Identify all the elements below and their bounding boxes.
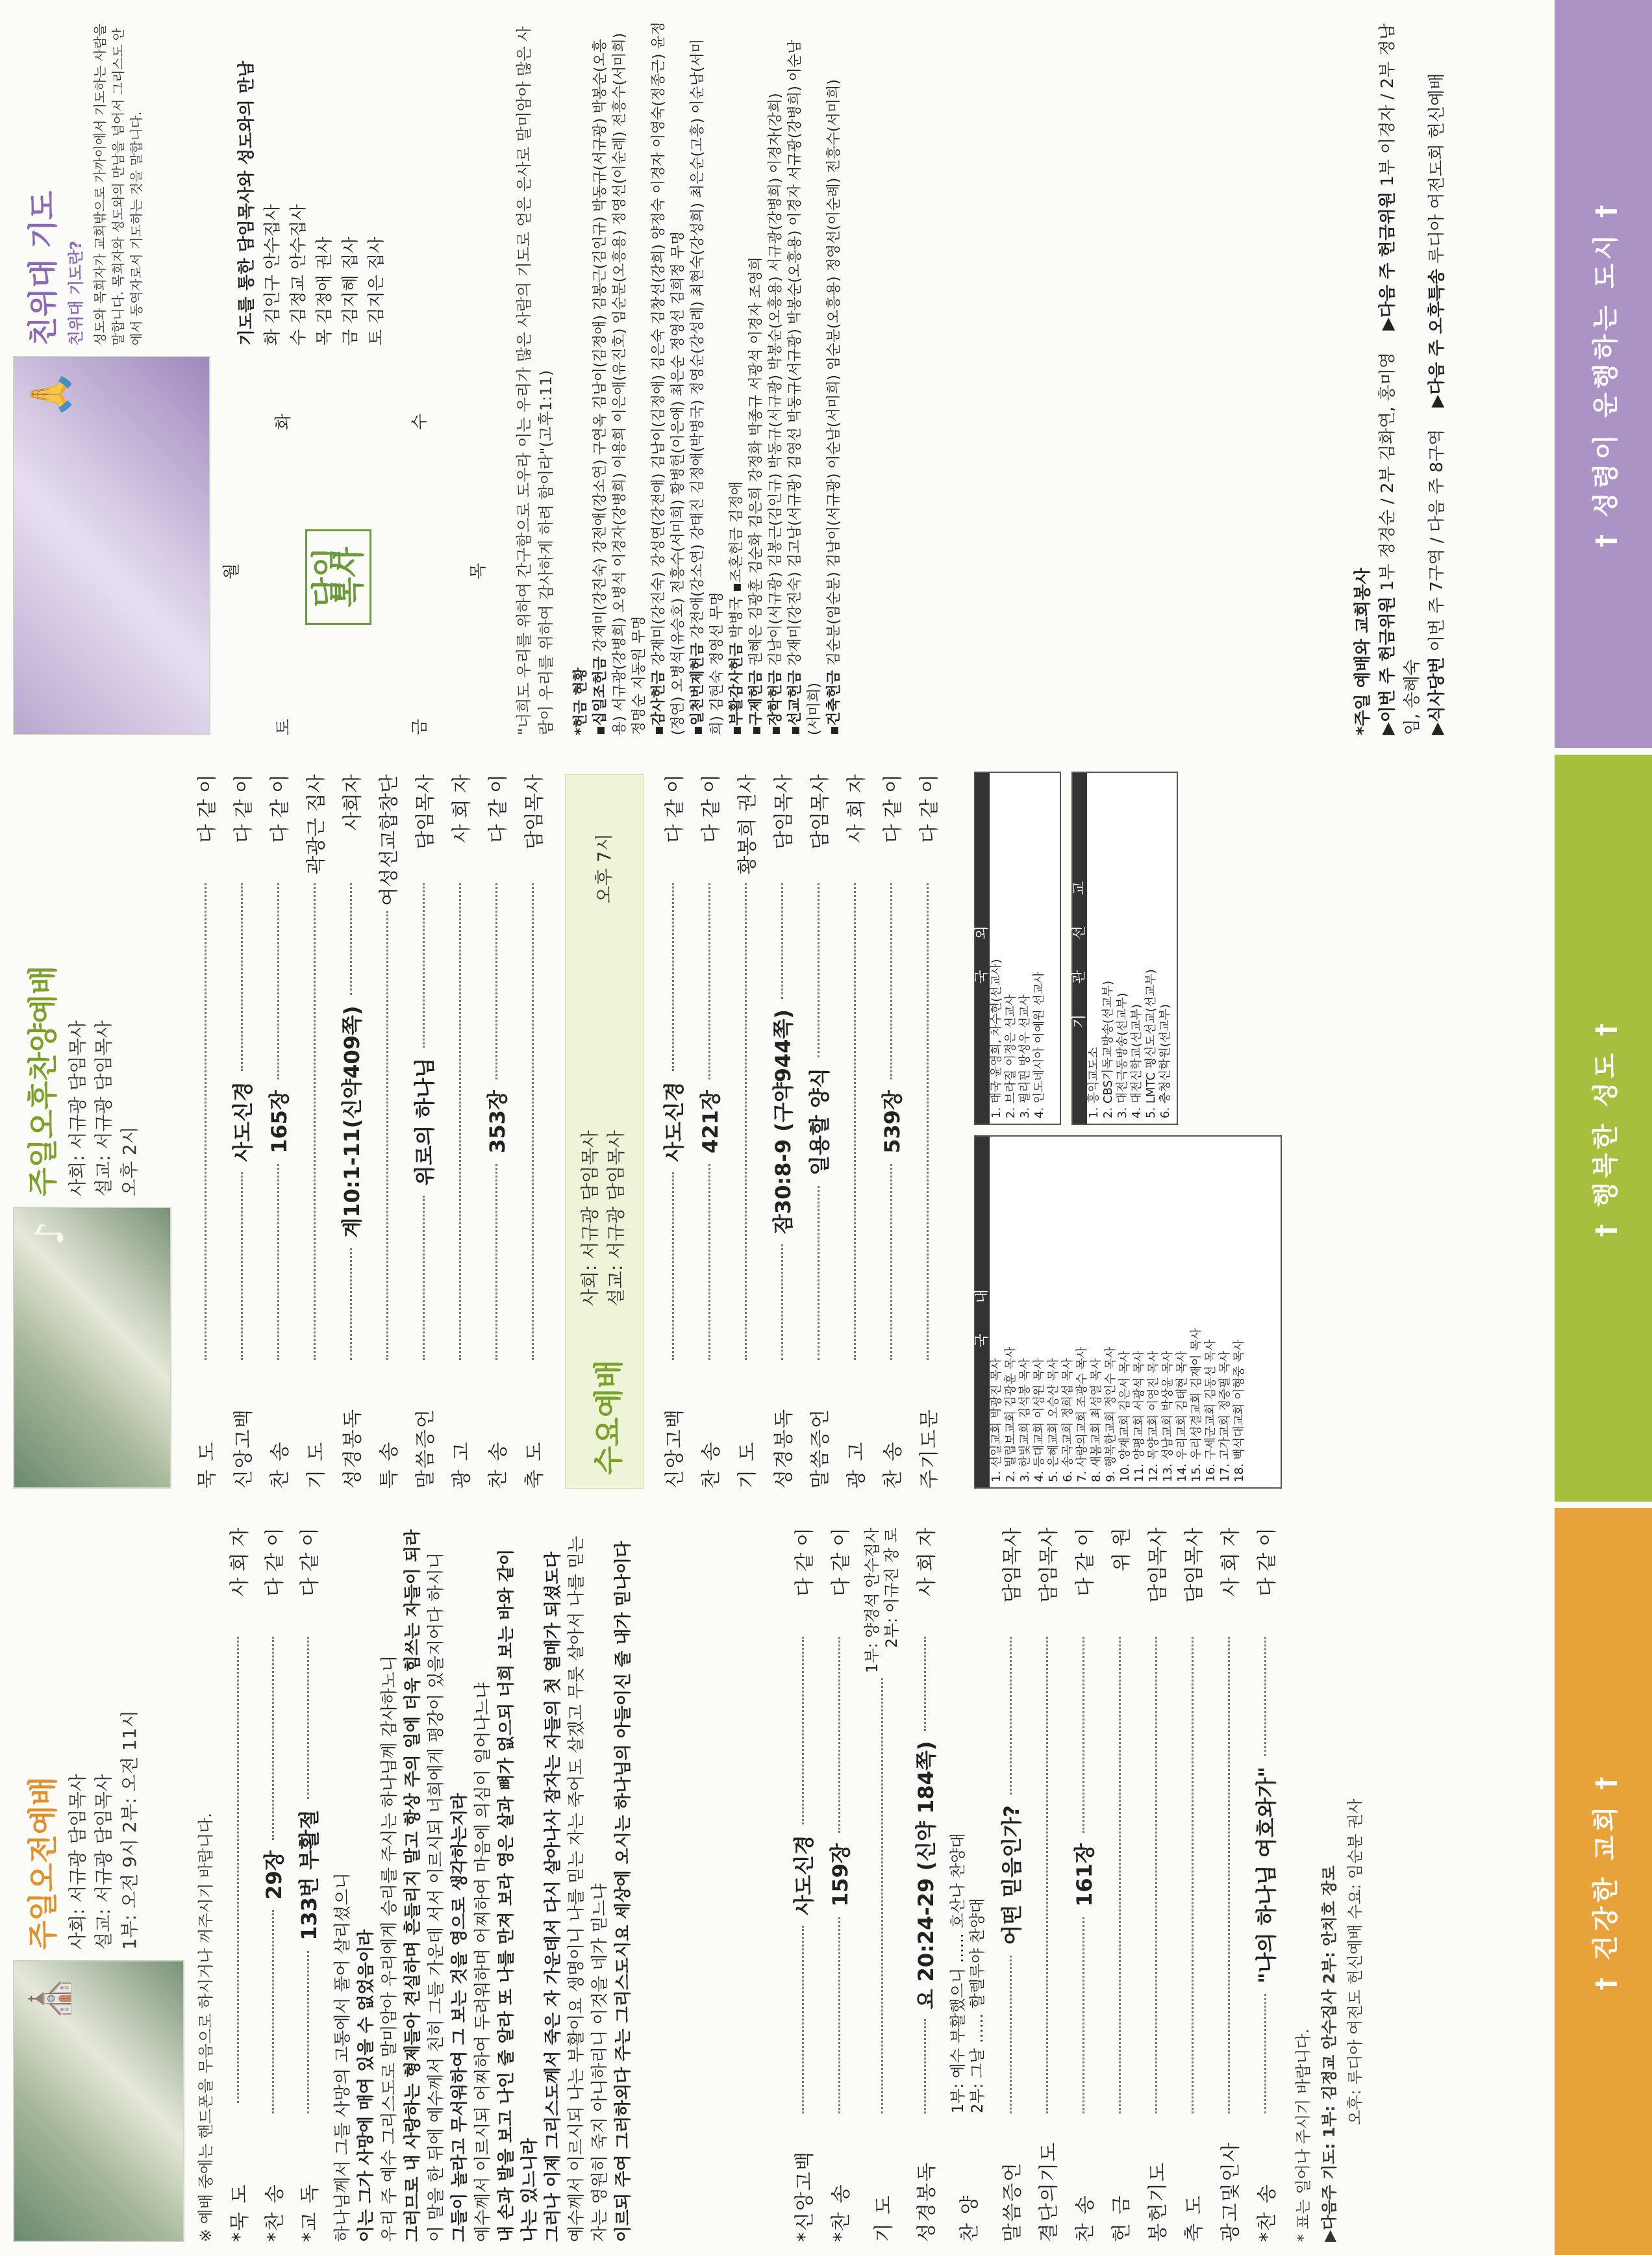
sunday-pm-presider: 사회: 서규광 담임목사 — [67, 1020, 88, 1196]
prayer-description: 성도와 목회자가 교회밖으로 가까이에서 기도하는 사람을 말합니다. 목회자와 성도와의 만남을 넘어서 그리스도 안에서 동역자로서 기도하는 것을 말합니다. — [92, 23, 144, 346]
service-info: *주일 예배와 교회봉사 ▶이번 주 헌금위원 1부 정경순 / 2부 김화연, 홍미영 ▶다음 주 헌금위원 1부 이경자 / 2부 정남임, 송혜숙 ▶식사당번 이번 주 7구역 / 다음 주 8구역 ▶다음 주 오후특송 루디아 여전도회 헌신예배 — [1353, 23, 1447, 735]
wednesday-presider: 사회: 서규광 담임목사 — [579, 1130, 601, 1306]
mission-list-domestic: 국 내 1. 선일교회 박광진 목사 2. 빌립보교회 김광훈 목사 3. 한빛교회 김석봉 목사 4. 등대교회 이성원 목사 5. 은혜교회 오승산 목사 6. 송곡교회 정희섭 목사 7. 사랑의교회 조광수 목사 8. 새봄교회 최성열 목사 9. 행복한교회 정인수 목사 10. 양재교회 김은서 목사 11. 양평교회 서광석 목사 12. 목양교회 이영진 목사 13. 성남교회 박상윤 목사 14. 우리교회 김태현 목사 15. 우리성결교회 김재이 목사 16. 구세군교회 김동선 목사 17. 고가교회 정중필 목사 18. 백석대교회 이형중 목사 — [974, 1135, 1282, 1489]
phone-notice: ※ 예배 중에는 핸드폰을 무음으로 하시거나 꺼주시기 바랍니다. — [197, 1813, 215, 2242]
day-sat: 토 — [274, 718, 294, 735]
motto-band-spirit-city: † 성령이 운행하는 도시 † — [1555, 0, 1652, 748]
worship-photo — [13, 1960, 184, 2242]
sunday-pm-time: 오후 2시 — [119, 1126, 140, 1196]
offering-list: *헌금 현황 ▪십일조헌금 강재미(강진숙) 강전애(강소연) 구연옥 김남이(김정애) 김봉근(김인규) 박동규(서규광) 박봉순(오흥용) 서규광(강병희) 오병석 이경자(강병희) 이용희 이은애(유진호) 임순분(오흥용) 정영선(이순례) 전흥수(서미희) 정명순 지동원 무명 ▪감사헌금 강재미(강진숙) 강성연(강전애) 김남이(김정애) 김은숙 김창선(강희) 양정숙 이경자 이영숙(정종근) 윤정(정연) 오병석(유승호) 전흥수(서미희) 황병헌(이은애) 최은순 정영선 김희정 무명 ▪일천번제헌금 강전애(강소연) 강태진 김정애(박병국) 정영순(강성례) 최현숙(강성희) 최은순(고흥) 이순남(서미희) 김현숙 정영선 무명 ▪부활감사헌금 박병국 ▪조혼헌금 김정애 ▪구제헌금 권혜은 김광훈 김순화 김은희 강정화 박종규 서광석 이경자 조영희 ▪장학헌금 김남이(서규광) 김봉근(김인규) 박동규(서규광) 박봉순(오흥용) 서규광(강병희) 이경자(강희) ▪선교헌금 강재미(강진숙) 김고남(서규광) 김영선 박동규(서규광) 박봉순(오흥용) 이경자 서규광(강병희) 이순남(서미희) ▪건축헌금 김순분(임순분) 김남이(서규광) 이순남(서미희) 임순분(오흥용) 정영선(이순례) 전흥수(서미희) — [573, 21, 842, 735]
choir-photo — [13, 1207, 171, 1489]
sunday-pm-title: 주일오후찬양예배 — [25, 965, 60, 1196]
sunday-am-preacher: 설교: 서규광 담임목사 — [93, 1774, 114, 1950]
photo-icon: ⛪ — [28, 1974, 73, 2023]
prayer-title: 친위대 기도 — [25, 190, 60, 346]
day-mon: 월 — [222, 562, 242, 579]
prayer-week-diagram — [221, 372, 494, 735]
mission-list-orgs: 기 관 선 교 1. 홍익교도소 2. CBS기독교방송(선교부) 3. 대전극동방송(선교부) 4. 대전신학교(선교부) 5. LMTC 평신도선교(선교부) 6. 충청신학원(선교부) — [1071, 772, 1178, 1125]
panel-afternoon-wednesday: ♪ 주일오후찬양예배 사회: 서규광 담임목사 설교: 서규광 담임목사 오후 2시 묵 도 다 같 이 신앙고백 사도신경 다 같 이 찬 송 165장 다 같 이 기 도 곽광근 집사 성경봉독 계10:1-11(신약409쪽) 사회자 특 송 여성선교합창단 말씀증언 위로의 하나님 담임목사 광 고 사 회 자 찬 송 353장 다 같 이 축 도 담임목사 수요예배 사회: 서규광 담임목사 설교: 서규광 담임목사 오후 7시 신앙고백 사도신경 다 같 이 찬 송 421장 다 같 이 기 도 황봉희 권사 성경봉독 잠30:8-9 (구약944쪽) 담임목사 말씀증언 일용할 양식 담임목사 광 고 사 회 자 찬 송 539장 다 같 이 주기도문 다 같 이 국 내 1. 선일교회 박광진 목사 2. 빌립보교회 김광훈 목사 3. 한빛교회 김석봉 목사 4. 등대교회 이성원 목사 5. 은혜교회 오승산 목사 6. 송곡교회 정희섭 목사 7. 사랑의교회 조광수 목사 8. 새봄교회 최성열 목사 9. 행복한교회 정인수 목사 10. 양재교회 김은서 목사 11. 양평교회 서광석 목사 12. 목양교회 이영진 목사 13. 성남교회 박상윤 목사 14. 우리교회 김태현 목사 15. 우리성결교회 김재이 목사 16. 구세군교회 김동선 목사 17. 고가교회 정중필 목사 18. 백석대교회 이형중 목사 국 외 1. 태국 윤영희, 차수현(선교사) 2. 브라질 이정은 선교사 3. 필리핀 방성우 선교사 4. 인도네시아 이예원 선교사 기 관 선 교 1. 홍익교도소 2. CBS기독교방송(선교부) 3. 대전극동방송(선교부) 4. 대전신학교(선교부) 5. LMTC 평신도선교(선교부) 6. 충청신학원(선교부) † 행복한 성도 † — [0, 755, 1652, 1502]
prayer-subtitle: 친위대 기도란? — [67, 240, 85, 346]
next-week-prayer: ▶다음주 기도: 1부: 김정교 안수집사 2부: 안치호 장로 — [1320, 1865, 1338, 2242]
motto-band-happy-saints: † 행복한 성도 † — [1555, 755, 1652, 1502]
day-thu: 목 — [469, 562, 488, 579]
day-tue: 화 — [274, 413, 294, 430]
pastor-chip: 담임 목사 — [305, 529, 371, 625]
sunday-pm-preacher: 설교: 서규광 담임목사 — [93, 1020, 114, 1196]
order-row: *찬 송 29장 다 같 이 — [262, 1527, 286, 2242]
standing-note: * 표는 일어나 주시기 바랍니다. — [1294, 2028, 1312, 2242]
order-row: *묵 도 사 회 자 — [229, 1528, 251, 2242]
prayer-verse: "너희도 우리를 위하여 간구함으로 도우라 이는 우리가 많은 사람의 기도로 얻은 은사로 말미암아 많은 사람이 우리를 위하여 감사하게 하려 함이라"(고후1:11) — [515, 26, 555, 735]
next-week-prayer-2: 오후: 루디아 여전도 헌신예배 수요: 임순분 권사 — [1346, 1798, 1364, 2125]
sunday-am-times: 1부: 오전 9시 2부: 오전 11시 — [119, 1710, 140, 1950]
prayer-photo — [13, 356, 210, 735]
motto-band-healthy-church: † 건강한 교회 † — [1555, 1508, 1652, 2255]
prayer-roster: 기도를 통한 담임목사와 성도와의 만남 화 김인구 안수집사 수 김정교 안수집사 목 김정애 권사 금 김지혜 집사 토 김지은 집사 — [237, 60, 386, 346]
wednesday-header — [565, 774, 644, 1489]
sunday-am-title: 주일오전예배 — [25, 1776, 60, 1950]
photo-icon: 🙏 — [28, 370, 73, 419]
wednesday-time: 오후 7시 — [594, 833, 615, 903]
photo-icon: ♪ — [27, 1221, 73, 1246]
order-row: *교 독 133번 부활절 다 같 이 — [297, 1528, 321, 2242]
mission-list-abroad: 국 외 1. 태국 윤영희, 차수현(선교사) 2. 브라질 이정은 선교사 3. 필리핀 방성우 선교사 4. 인도네시아 이예원 선교사 — [974, 772, 1061, 1125]
wednesday-preacher: 설교: 서규광 담임목사 — [605, 1130, 627, 1306]
day-fri: 금 — [410, 718, 430, 735]
wednesday-title: 수요예배 — [591, 1359, 626, 1475]
sunday-am-presider: 사회: 서규광 담임목사 — [67, 1774, 88, 1950]
day-wed: 수 — [410, 413, 430, 430]
panel-prayer-offerings — [0, 0, 1652, 748]
responsive-reading: 하나님께서 그들 사망의 고통에서 풀어 살리셨으니 이는 그가 사망에 매여 있을 수 없었음이라 우리 주 예수 그리스도로 말미암아 우리에게 승리를 주시는 하나님께 감사하노니 그러므로 내 사랑하는 형제들아 견실하며 흔들리지 말고 항상 주의 일에 더욱 힘쓰는 자들이 되라 이 말을 한 뒤에 예수께서 친히 그들 가운데 서서 이르시되 너희에게 평강이 있을지어다 하시니 그들이 놀라고 무서워하여 그 보는 것을 영으로 생각하는지라 예수께서 이르시되 어찌하여 두려워하며 어찌하여 마음에 의심이 일어나느냐 내 손과 발을 보고 나인 줄 알라 또 나를 만져 보라 영은 살과 뼈가 없으되 너희 보는 바와 같이 나는 있느니라 그러나 이제 그리스도께서 죽은 자 가운데서 다시 살아나사 잠자는 자들의 첫 열매가 되셨도다 예수께서 이르시되 나는 부활이요 생명이니 나를 믿는 자는 죽어도 살겠고 무릇 살아서 나를 믿는 자는 영원히 죽지 아니하리니 이것을 네가 믿느냐 이르되 주여 그러하외다 주는 그리스도시요 세상에 오시는 하나님의 아들이신 줄 내가 믿나이다 — [333, 1529, 633, 2242]
panel-sunday-morning: ⛪ 주일오전예배 사회: 서규광 담임목사 설교: 서규광 담임목사 1부: 오전 9시 2부: 오전 11시 ※ 예배 중에는 핸드폰을 무음으로 하시거나 꺼주시기 바랍니다. *묵 도 사 회 자 *찬 송 29장 다 같 이 *교 독 133번 부활절 다 같 이 하나님께서 그들 사망의 고통에서 풀어 살리셨으니 이는 그가 사망에 매여 있을 수 없었음이라 우리 주 예수 그리스도로 말미암아 우리에게 승리를 주시는 하나님께 감사하노니 그러므로 내 사랑하는 형제들아 견실하며 흔들리지 말고 항상 주의 일에 더욱 힘쓰는 자들이 되라 이 말을 한 뒤에 예수께서 친히 그들 가운데 서서 이르시되 너희에게 평강이 있을지어다 하시니 그들이 놀라고 무서워하여 그 보는 것을 영으로 생각하는지라 예수께서 이르시되 어찌하여 두려워하며 어찌하여 마음에 의심이 일어나느냐 내 손과 발을 보고 나인 줄 알라 또 나를 만져 보라 영은 살과 뼈가 없으되 너희 보는 바와 같이 나는 있느니라 그러나 이제 그리스도께서 죽은 자 가운데서 다시 살아나사 잠자는 자들의 첫 열매가 되셨도다 예수께서 이르시되 나는 부활이요 생명이니 나를 믿는 자는 죽어도 살겠고 무릇 살아서 나를 믿는 자는 영원히 죽지 아니하리니 이것을 네가 믿느냐 이르되 주여 그러하외다 주는 그리스도시요 세상에 오시는 하나님의 아들이신 줄 내가 믿나이다 *신앙고백 사도신경 다 같 이 *찬 송 159장 다 같 이 기 도 1부: 양경석 안수집사 2부: 이규진 장 로 성경봉독 요 20:24-29 (신약 184쪽) 사 회 자 찬 양 1부: 예수 부활했으니 ...... 호산나 찬양대 2부: 그날 ...... 할렐루야 찬양대 말씀증언 어떤 믿음인가? 담임목사 결단의기도 담임목사 찬 송 161장 다 같 이 헌 금 위 원 봉헌기도 담임목사 축 도 담임목사 광고및인사 사 회 자 *찬 송 "나의 하나님 여호와가" 다 같 이 * 표는 일어나 주시기 바랍니다. ▶다음주 기도: 1부: 김정교 안수집사 2부: 안치호 장로 오후: 루디아 여전도 헌신예배 수요: 임순분 권사 † 건강한 교회 † — [0, 1508, 1652, 2255]
